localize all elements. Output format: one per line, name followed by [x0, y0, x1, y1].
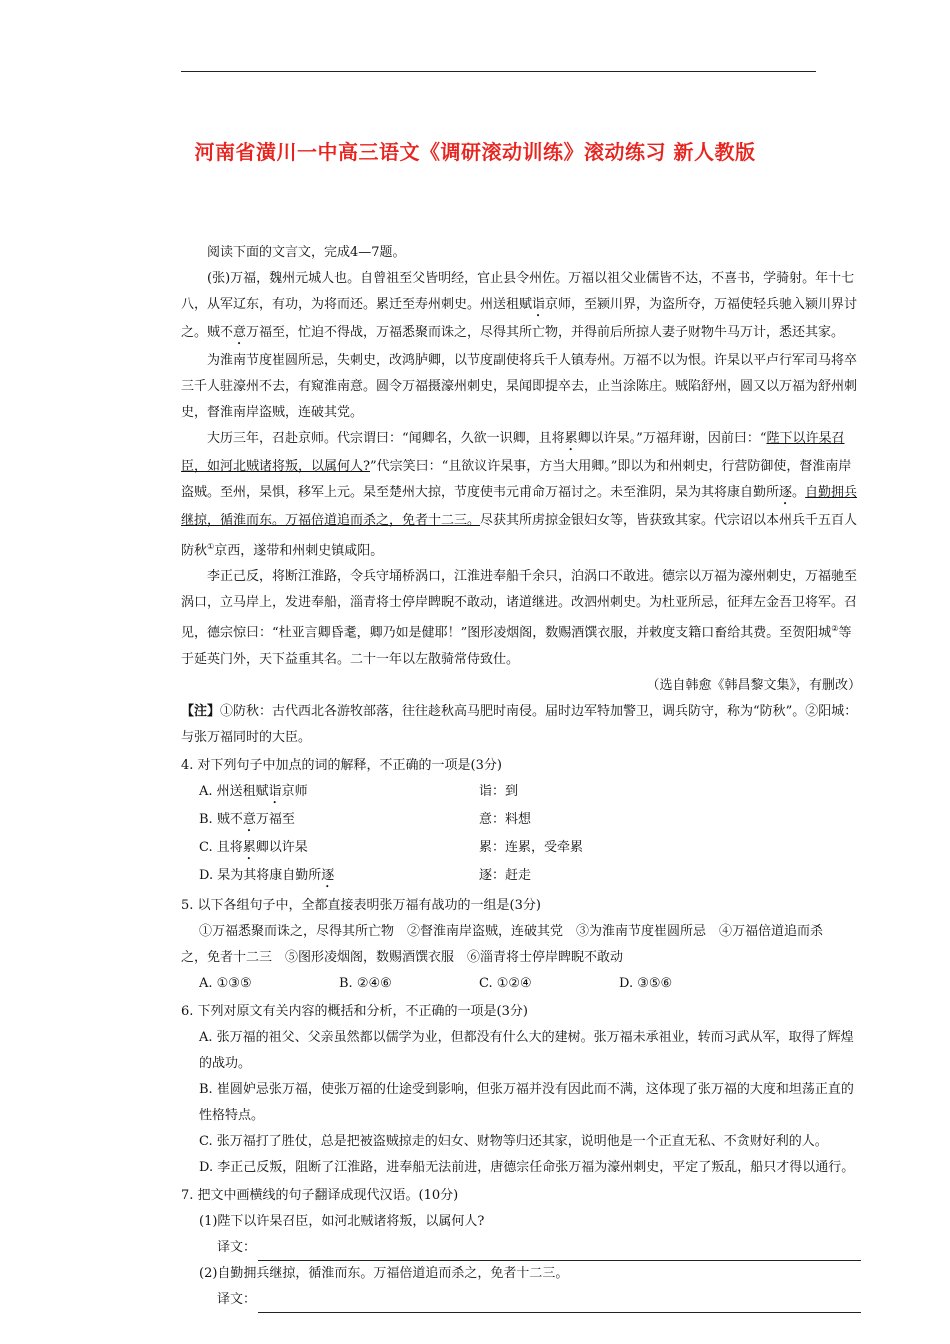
answer-line-1[interactable]: 译文： [181, 1235, 861, 1261]
question-6-stem: 6. 下列对原文有关内容的概括和分析，不正确的一项是(3分) [181, 1003, 528, 1019]
dotted-word-yi4: 意 [233, 325, 247, 340]
question-4-option: B. 贼不意万福至 意：料想 [199, 811, 532, 827]
page-title: 河南省潢川一中高三语文《调研滚动训练》滚动练习 新人教版 [194, 140, 756, 164]
exam-body [181, 240, 861, 1313]
notes-text: ①防秋：古代西北各游牧部落，往往趁秋高马肥时南侵。届时边军特加警卫，调兵防守，称为“防秋”。②阳城：与张万福同时的大臣。 [181, 703, 858, 745]
question-4-option: D. 杲为其将康自勤所逐 逐：赶走 [199, 867, 532, 883]
header-rule [181, 71, 816, 72]
question-4-stem: 4. 对下列句子中加点的词的解释，不正确的一项是(3分) [181, 757, 502, 773]
question-6-option-a: A. 张万福的祖父、父亲虽然都以儒学为业，但都没有什么大的建树。张万福未承祖业，转而习武从军，取得了辉煌的战功。 [199, 1029, 854, 1071]
passage-paragraph-3: 大历三年，召赴京师。代宗谓曰：“闻卿名，久欲一识卿，且将累卿以许杲。”万福拜谢，因前曰：“陛下以许杲召臣，如河北贼诸将叛，以属何人?”代宗笑曰：“且欲议许杲事，方当大用卿。”即以为和州刺史，行营防御使，督淮南岸盗贼。至州，杲惧，移军上元。杲至楚州大掠，节度使韦元甫命万福讨之。未至淮阴，杲为其将康自勤所逐。自勤拥兵继掠，循淮而东。万福倍道追而杀之，免者十二三。尽获其所虏掠金银妇女等，皆获致其家。代宗诏以本州兵千五百人防秋①京西，遂带和州刺史镇咸阳。 [181, 431, 858, 559]
question-4-option: A. 州送租赋诣京师 诣：到 [199, 783, 519, 799]
source-citation: （选自韩愈《韩昌黎文集》，有删改） [646, 677, 861, 693]
footnote-marker-1: ① [207, 542, 215, 551]
question-7-sentence-2: (2)自勤拥兵继掠，循淮而东。万福倍道追而杀之，免者十二三。 [199, 1265, 569, 1281]
question-5-items-cont: 之，免者十二三 ⑤图形凌烟阁，数赐酒馔衣服 ⑥淄青将士停岸睥睨不敢动 [181, 949, 624, 965]
question-4-option: C. 且将累卿以许杲 累：连累，受牵累 [199, 839, 584, 855]
passage-paragraph-4: 李正己反，将断江淮路，令兵守埇桥涡口，江淮进奉船千余只，泊涡口不敢进。德宗以万福为濠州刺史，万福驰至涡口，立马岸上，发进奉船，淄青将士停岸睥睨不敢动，诸道继进。改泗州刺史。为杜亚所忌，征拜左金吾卫将军。召见，德宗惊曰：“杜亚言卿昏耄，卿乃如是健耶！”图形凌烟阁，数赐酒馔衣服，并敕度支籍口畜给其费。至贺阳城②等于延英门外，天下益重其名。二十一年以左散骑常侍致仕。 [181, 569, 858, 667]
question-7-stem: 7. 把文中画横线的句子翻译成现代汉语。(10分) [181, 1187, 459, 1203]
option-b: B. ②④⑥ [339, 975, 392, 991]
answer-line-2[interactable]: 译文： [181, 1287, 861, 1313]
question-6-option-b: B. 崔圆妒忌张万福，使张万福的仕途受到影响，但张万福并没有因此而不满，这体现了张万福的大度和坦荡正直的性格特点。 [199, 1081, 854, 1123]
dotted-word-yi: 诣 [532, 297, 546, 312]
passage-paragraph-1: (张)万福，魏州元城人也。自曾祖至父皆明经，官止县令州佐。万福以祖父业儒皆不达，不喜书，学骑射。年十七八，从军辽东，有功，为将而还。累迁至寿州刺史。州送租赋诣京师，至颍川界，为盗所夺，万福使轻兵驰入颍川界讨之。贼不意万福至，忙迫不得战，万福悉聚而诛之，尽得其所亡物，并得前后所掠人妻子财物牛马万计，悉还其家。 [181, 271, 858, 340]
passage-paragraph-2: 为淮南节度崔圆所忌，失刺史，改鸿胪卿，以节度副使将兵千人镇寿州。万福不以为恨。许杲以平卢行军司马将卒三千人驻濠州不去，有窥淮南意。圆令万福摄濠州刺史，杲闻即提卒去，止当涂陈庄。贼陷舒州，圆又以万福为舒州刺史，督淮南岸盗贼，连破其党。 [181, 353, 858, 420]
question-5-items: ①万福悉聚而诛之，尽得其所亡物 ②督淮南岸盗贼，连破其党 ③为淮南节度崔圆所忌 ④万福倍道追而杀 [199, 923, 824, 939]
underlined-sentence-1: 陛下以许杲召臣，如河北贼诸将叛，以属何人? [181, 431, 845, 474]
option-a: A. ①③⑤ [199, 975, 252, 991]
option-d: D. ③⑤⑥ [619, 975, 673, 991]
notes [181, 699, 861, 751]
dotted-word-lei: 累 [564, 431, 578, 446]
option-c: C. ①②④ [479, 975, 532, 991]
question-6-option-d: D. 李正己反叛，阻断了江淮路，进奉船无法前进，唐德宗任命张万福为濠州刺史，平定了叛乱，船只才得以通行。 [199, 1159, 855, 1175]
instruction: 阅读下面的文言文，完成4—7题。 [207, 245, 406, 260]
question-7-sentence-1: (1)陛下以许杲召臣，如河北贼诸将叛，以属何人? [199, 1213, 485, 1229]
question-5-stem: 5. 以下各组句子中，全都直接表明张万福有战功的一组是(3分) [181, 897, 541, 913]
notes-label: 【注】 [181, 703, 221, 719]
underlined-sentence-2: 自勤拥兵继掠，循淮而东。万福倍道追而杀之，免者十二三。 [181, 485, 858, 528]
footnote-marker-2: ② [831, 624, 839, 634]
dotted-word-zhu: 逐 [779, 485, 793, 500]
question-5-options [181, 971, 861, 997]
question-6-option-c: C. 张万福打了胜仗，总是把被盗贼掠走的妇女、财物等归还其家，说明他是一个正直无私、不贪财好利的人。 [199, 1133, 828, 1149]
